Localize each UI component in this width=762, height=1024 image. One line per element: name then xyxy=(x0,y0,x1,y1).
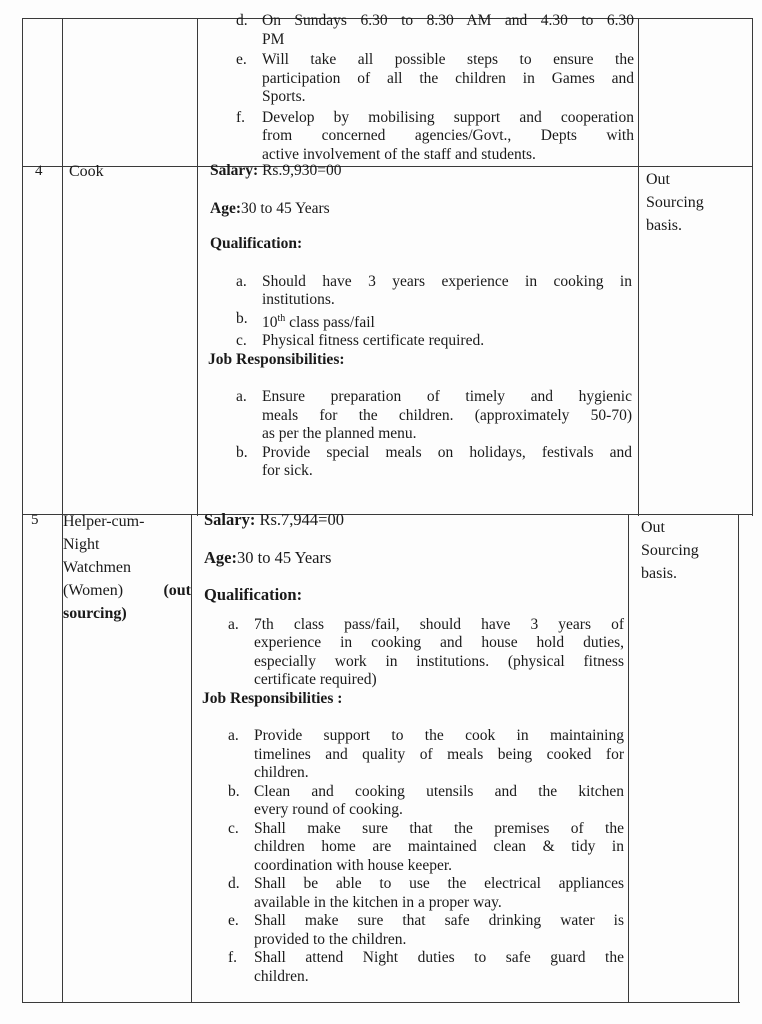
post-name-line: (out xyxy=(163,582,191,599)
age-line xyxy=(210,200,632,219)
remark-line: Sourcing xyxy=(646,194,704,211)
list-item xyxy=(228,820,624,876)
post-name: Cook xyxy=(69,163,104,180)
responsibilities-list xyxy=(210,388,632,481)
qualification-heading: Qualification: xyxy=(204,585,303,604)
continued-responsibilities xyxy=(236,12,634,164)
remark-line: basis. xyxy=(641,565,677,582)
list-marker: f. xyxy=(236,108,246,126)
serial-number: 4 xyxy=(35,163,43,179)
list-marker: f. xyxy=(228,949,238,966)
list-item-text: children. xyxy=(254,764,309,781)
list-item-text: Clean and cooking utensils and the kitchen xyxy=(254,782,624,800)
list-item xyxy=(228,949,624,986)
list-item-text: meals for the children. (approximately 50-70) xyxy=(262,406,632,424)
list-marker: b. xyxy=(236,443,248,461)
list-marker: a. xyxy=(236,388,247,406)
list-marker: e. xyxy=(236,51,247,68)
list-item-text: Provide support to the cook in maintaining xyxy=(254,727,624,744)
age-line xyxy=(204,549,624,568)
list-item-text: Will take all possible steps to ensure the xyxy=(262,51,634,68)
list-item-text: from concerned agencies/Govt., Depts with xyxy=(262,127,634,144)
helper-details xyxy=(204,511,624,986)
list-item-text: Shall make sure that safe drinking water is xyxy=(254,912,624,929)
list-item-text: Ensure preparation of timely and hygienic xyxy=(262,388,632,406)
col-line-post-2 xyxy=(191,514,192,1003)
responsibilities-list xyxy=(204,727,624,986)
list-item-text: provided to the children. xyxy=(254,930,407,948)
list-item xyxy=(228,875,624,912)
list-item-text: Physical fitness certificate required. xyxy=(262,332,485,350)
list-item xyxy=(236,273,632,310)
list-item xyxy=(236,51,634,107)
salary-label: Salary: xyxy=(210,162,259,179)
remark-line: Out xyxy=(646,171,670,188)
cook-details xyxy=(210,162,632,481)
remark-line: Sourcing xyxy=(641,542,699,559)
salary-value: Rs.7,944=00 xyxy=(259,510,344,529)
list-item xyxy=(228,616,624,690)
list-item-text: Should have 3 years experience in cooking in xyxy=(262,272,632,290)
remark-line: basis. xyxy=(646,217,682,234)
list-item xyxy=(236,109,634,165)
list-item xyxy=(228,783,624,820)
post-name xyxy=(63,510,191,625)
list-item xyxy=(236,12,634,49)
post-name-line: Helper-cum- xyxy=(63,513,145,530)
list-marker: d. xyxy=(236,12,248,29)
list-item-text: especially work in institutions. (physical fitness xyxy=(254,652,624,670)
list-item xyxy=(236,332,632,351)
post-name-line: sourcing) xyxy=(63,605,127,622)
list-item-text: On Sundays 6.30 to 8.30 AM and 4.30 to 6.30 xyxy=(262,12,634,29)
col-line-right xyxy=(752,18,753,516)
post-name-line: (Women) xyxy=(63,582,124,599)
list-item xyxy=(228,912,624,949)
serial-number: 5 xyxy=(31,512,39,528)
remarks xyxy=(641,516,699,585)
list-item-text: children home are maintained clean & tidy in xyxy=(254,838,624,855)
remark-line: Out xyxy=(641,519,665,536)
list-item-text: Shall make sure that the premises of the xyxy=(254,819,624,837)
list-item-text: Develop by mobilising support and cooperation xyxy=(262,108,634,126)
qualification-list xyxy=(204,616,624,690)
table-border-bottom xyxy=(22,1002,740,1003)
list-item-text: for sick. xyxy=(262,462,313,480)
col-line-details-2 xyxy=(628,514,629,1003)
salary-line xyxy=(204,511,624,530)
list-marker: a. xyxy=(236,272,247,290)
list-marker: a. xyxy=(228,727,239,744)
list-item-text: Provide special meals on holidays, festivals and xyxy=(262,443,632,461)
list-item-text: every round of cooking. xyxy=(254,801,403,818)
responsibilities-heading: Job Responsibilities : xyxy=(202,689,343,707)
list-item-text: available in the kitchen in a proper way. xyxy=(254,893,502,911)
list-item-text: institutions. xyxy=(262,291,335,308)
list-item-text: 7th class pass/fail, should have 3 years of xyxy=(254,615,624,633)
list-marker: b. xyxy=(236,309,248,327)
list-item-text: certificate required) xyxy=(254,671,377,688)
list-item-text: children. xyxy=(254,967,309,985)
list-item-text: PM xyxy=(262,30,285,48)
list-item-text: Shall attend Night duties to safe guard the xyxy=(254,949,624,966)
list-item-text: Shall be able to use the electrical appliances xyxy=(254,875,624,892)
list-item-text: as per the planned menu. xyxy=(262,425,417,443)
remarks xyxy=(646,168,704,237)
salary-line xyxy=(210,162,632,181)
col-line-details xyxy=(638,18,639,516)
age-value: 30 to 45 Years xyxy=(236,547,332,567)
list-item-text: coordination with house keeper. xyxy=(254,856,453,874)
age-label: Age: xyxy=(210,199,241,217)
list-item-text: timelines and quality of meals being cooked for xyxy=(254,745,624,763)
list-marker: d. xyxy=(228,875,240,892)
list-item-text: participation of all the children in Games and xyxy=(262,69,634,87)
list-item-text: 10th class pass/fail xyxy=(262,312,375,331)
list-item xyxy=(236,388,632,444)
salary-label: Salary: xyxy=(204,510,256,529)
col-line-right-2 xyxy=(738,514,739,1003)
list-item-text: active involvement of the staff and students. xyxy=(262,145,536,163)
post-name-line: Night xyxy=(63,536,100,553)
list-item-text: experience in cooking and house hold duties, xyxy=(254,634,624,651)
post-name-line: Watchmen xyxy=(63,559,132,576)
age-label: Age: xyxy=(204,547,237,567)
list-item xyxy=(228,727,624,783)
list-marker: a. xyxy=(228,615,239,633)
col-line-post xyxy=(197,18,198,516)
list-marker: b. xyxy=(228,782,240,800)
list-item-text: Sports. xyxy=(262,88,306,105)
age-value: 30 to 45 Years xyxy=(241,199,330,217)
list-marker: c. xyxy=(228,819,239,837)
list-item xyxy=(236,444,632,481)
qualification-heading: Qualification: xyxy=(210,235,303,252)
list-marker: e. xyxy=(228,912,239,929)
list-marker: c. xyxy=(236,332,247,350)
qualification-list xyxy=(210,273,632,351)
salary-value: Rs.9,930=00 xyxy=(262,162,342,179)
responsibilities-heading: Job Responsibilities: xyxy=(208,350,345,368)
list-item xyxy=(236,310,632,333)
col-line-left xyxy=(22,18,23,1003)
